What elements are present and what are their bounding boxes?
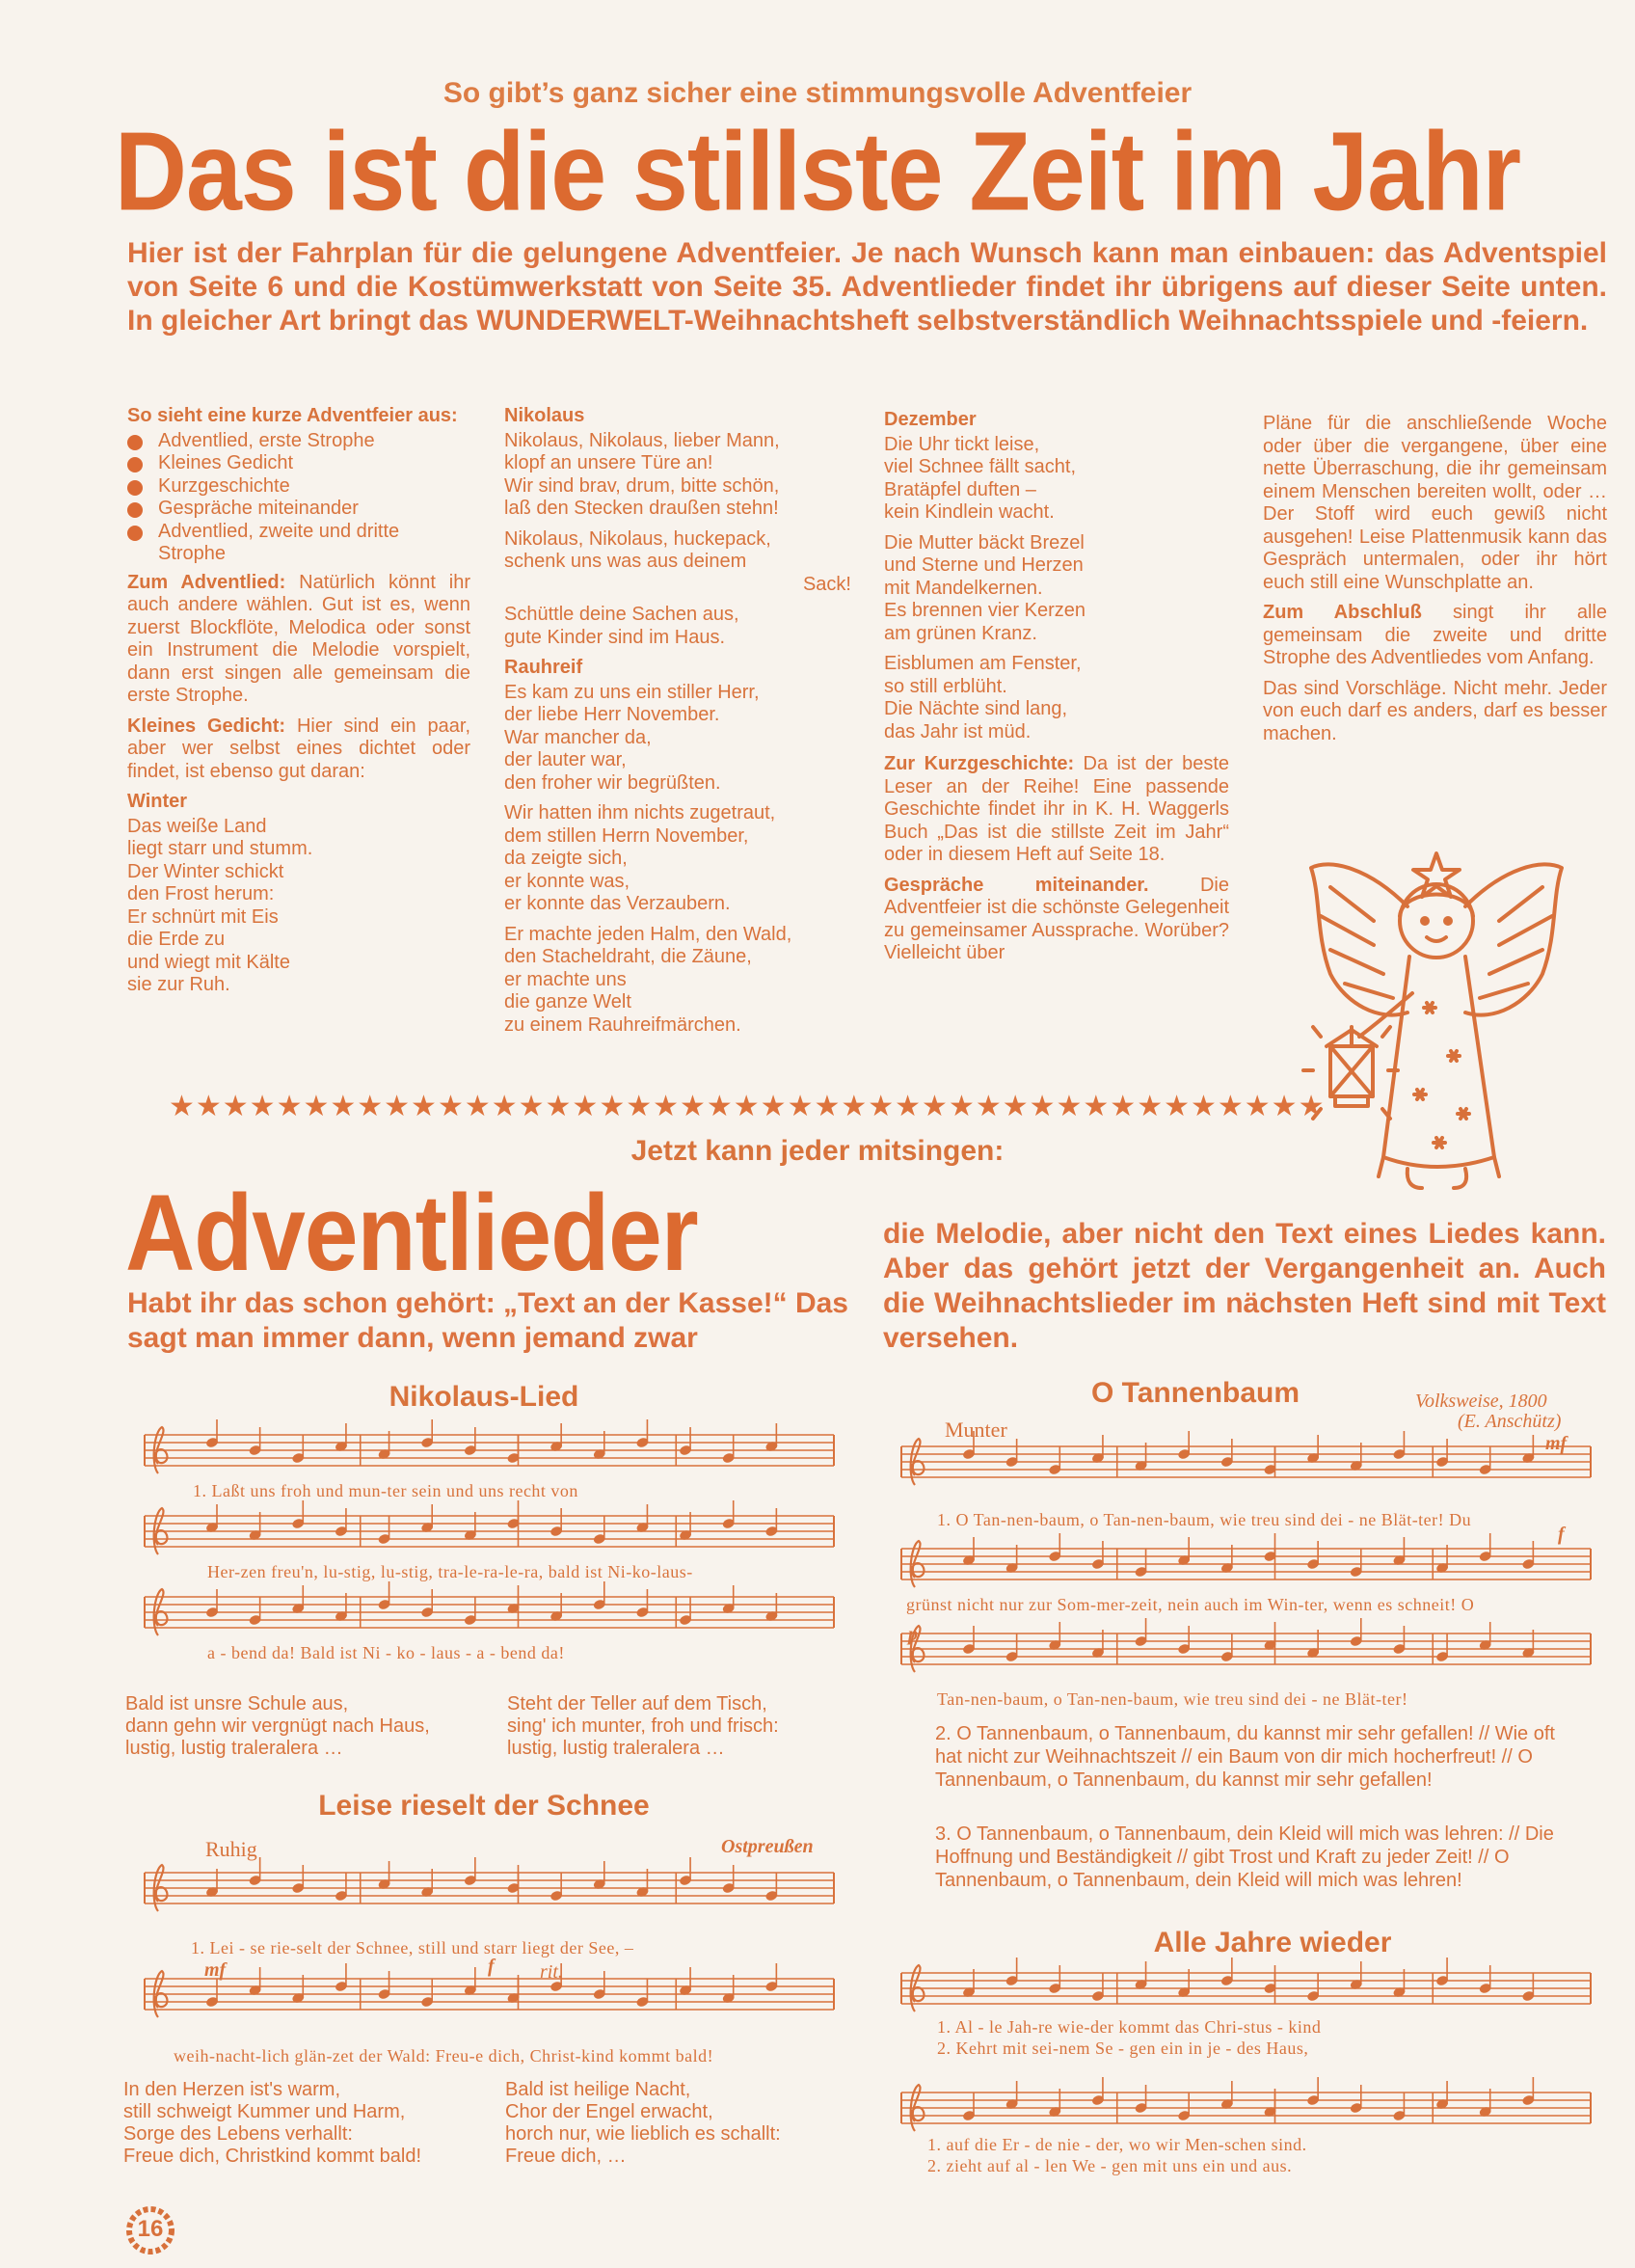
leise-staff-1 xyxy=(145,1873,834,1911)
nikolaus-staff-3 xyxy=(145,1597,834,1635)
program-item: Adventlied, zweite und dritte Strophe xyxy=(127,521,470,566)
leise-title: Leise rieselt der Schnee xyxy=(318,1790,650,1822)
songs-subtitle: Jetzt kann jeder mitsingen: xyxy=(630,1135,1005,1167)
songs-lead-right: die Melodie, aber nicht den Text eines Liedes kann. Aber das gehört jetzt der Vergangenheit an. Auch die Weihnachtslieder im nächsten Heft sind mit Text versehen. xyxy=(883,1218,1606,1354)
leise-verse-right: Bald ist heilige Nacht, Chor der Engel erwacht, horch nur, wie lieblich es schallt: Freue dich, … xyxy=(505,2079,781,2167)
alle-jahre-title: Alle Jahre wieder xyxy=(1153,1927,1392,1958)
column-2 xyxy=(504,405,851,1037)
tannenbaum-staff-2 xyxy=(901,1549,1591,1587)
col1-heading: So sieht eine kurze Adventfeier aus: xyxy=(127,405,458,426)
star-divider: ★★★★★★★★★★★★★★★★★★★★★★★★★★★★★★★★★★★★★★★★★★★ xyxy=(169,1091,1326,1122)
nikolaus-lyrics-3: a - bend da! Bald ist Ni - ko - laus - a - bend da! xyxy=(207,1643,565,1662)
page-number: 16 xyxy=(137,2216,164,2242)
songs-title: Adventlieder xyxy=(125,1173,698,1294)
headline: Das ist die stillste Zeit im Jahr xyxy=(114,109,1521,235)
alle-jahre-staff-2 xyxy=(901,2092,1591,2131)
kurzgeschichte-note: Zur Kurzgeschichte: Da ist der beste Leser an der Reihe! Eine passende Geschichte findet ihr in K. H. Waggerls Buch „Das ist die stillste Zeit im Jahr“ oder in diesem Heft auf Seite 18. xyxy=(884,753,1229,865)
nikolaus-lyrics-2: Her-zen freu'n, lu-stig, lu-stig, tra-le-ra-le-ra, bald ist Ni-ko-laus- xyxy=(207,1562,693,1581)
poem-title-rauhreif: Rauhreif xyxy=(504,657,583,678)
leise-origin: Ostpreußen xyxy=(721,1836,814,1857)
tannenbaum-verse-2: 2. O Tannenbaum, o Tannenbaum, du kannst mir sehr gefallen! // Wie oft hat nicht zur Weihnachtszeit // ein Baum von dir mich hocherfreut! // O Tannenbaum, o Tannenbaum, du kannst mir sehr gefallen! xyxy=(935,1723,1555,1791)
nikolaus-staff-2 xyxy=(145,1516,834,1554)
tannenbaum-dynamic-p: p xyxy=(908,1624,918,1645)
leise-dynamic-f: f xyxy=(488,1956,495,1977)
gedicht-note: Kleines Gedicht: Hier sind ein paar, aber wer selbst eines dichtet oder findet, ist ebenso gut daran: xyxy=(127,715,471,782)
poem-winter: Das weiße Land liegt starr und stumm. Der Winter schickt den Frost herum: Er schnürt mit Eis die Erde zu und wiegt mit Kälte sie zur Ruh. xyxy=(127,815,313,995)
tannenbaum-arranger: (E. Anschütz) xyxy=(1458,1411,1562,1432)
column-3 xyxy=(884,409,1229,973)
stanza: Die Uhr tickt leise, viel Schnee fällt sacht, Bratäpfel duften – kein Kindlein wacht. xyxy=(884,433,1076,523)
leise-lyrics-1: 1. Lei - se rie-selt der Schnee, still und starr liegt der See, – xyxy=(191,1938,634,1958)
tannenbaum-dynamic-mf: mf xyxy=(1545,1433,1568,1454)
leise-dynamic-mf: mf xyxy=(204,1959,227,1981)
tannenbaum-lyrics-3: Tan-nen-baum, o Tan-nen-baum, wie treu sind dei - ne Blät-ter! xyxy=(937,1689,1408,1709)
tannenbaum-lyrics-1: 1. O Tan-nen-baum, o Tan-nen-baum, wie treu sind dei - ne Blät-ter! Du xyxy=(937,1510,1472,1529)
tannenbaum-lyrics-2: grünst nicht nur zur Som-mer-zeit, nein auch im Win-ter, wenn es schneit! O xyxy=(906,1595,1475,1614)
tannenbaum-title: O Tannenbaum xyxy=(1090,1377,1300,1409)
stanza: Er machte jeden Halm, den Wald, den Stacheldraht, die Zäune, er machte uns die ganze Welt zu einem Rauhreifmärchen. xyxy=(504,923,792,1036)
adventlied-note: Zum Adventlied: Natürlich könnt ihr auch andere wählen. Gut ist es, wenn zuerst Blockflöte, Melodica oder sonst ein Instrument die Melodie vorspielt, dann erst singen alle gemeinsam die erste Strophe. xyxy=(127,571,470,706)
poem-title-nikolaus: Nikolaus xyxy=(504,405,585,426)
tannenbaum-tempo: Munter xyxy=(945,1418,1007,1442)
intro-paragraph: Hier ist der Fahrplan für die gelungene Adventfeier. Je nach Wunsch kann man einbauen: das Adventspiel von Seite 6 und die Kostümwerkstatt von Seite 35. Adventlieder findet ihr übrigens auf dieser Seite unten. In gleicher Art bringt das WUNDERWELT-Weihnachtsheft selbstverständlich Weihnachtsspiele und -feiern. xyxy=(127,237,1607,337)
column-1 xyxy=(127,405,470,997)
nikolaus-verse-right: Steht der Teller auf dem Tisch, sing' ich munter, froh und frisch: lustig, lustig traleralera … xyxy=(507,1693,779,1759)
gespraeche-continued: Pläne für die anschließende Woche oder über die vergangene, über eine nette Überraschung, die ihr gemeinsam einem Menschen bereiten wollt, oder … Der Stoff wird euch gewiß nicht ausgehen! Leise Plattenmusik kann das Gespräch untermalen, oder ihr hört euch still eine Wunschplatte an. xyxy=(1263,413,1607,593)
leise-staff-2 xyxy=(145,1979,834,2017)
program-item: Gespräche miteinander xyxy=(127,498,470,521)
stanza: Es kam zu uns ein stiller Herr, der liebe Herr November. War mancher da, der lauter war, den froher wir begrüßten. xyxy=(504,681,760,794)
stanza: Die Mutter bäckt Brezel und Sterne und Herzen mit Mandelkernen. Es brennen vier Kerzen am grünen Kranz. xyxy=(884,531,1086,644)
nikolaus-lyrics-1: 1. Laßt uns froh und mun-ter sein und uns recht von xyxy=(193,1481,578,1500)
songs-lead-left: Habt ihr das schon gehört: „Text an der Kasse!“ Das sagt man immer dann, wenn jemand zwar xyxy=(127,1287,848,1354)
leise-lyrics-2: weih-nacht-lich glän-zet der Wald: Freu-e dich, Christ-kind kommt bald! xyxy=(174,2046,714,2066)
tannenbaum-dynamic-f: f xyxy=(1558,1524,1565,1545)
stanza: Nikolaus, Nikolaus, lieber Mann, klopf an unsere Türe an! Wir sind brav, drum, bitte schön, laß den Stecken draußen stehn! xyxy=(504,429,780,519)
leise-tempo: Ruhig xyxy=(205,1837,257,1861)
abschluss-note: Zum Abschluß singt ihr alle gemeinsam die zweite und dritte Strophe des Adventliedes vom Anfang. xyxy=(1263,602,1607,668)
alle-jahre-lyrics-3: 1. auf die Er - de nie - der, wo wir Men-schen sind. xyxy=(927,2135,1307,2154)
stanza: Schüttle deine Sachen aus, gute Kinder sind im Haus. xyxy=(504,604,739,648)
program-item: Adventlied, erste Strophe xyxy=(127,430,470,453)
alle-jahre-lyrics-4: 2. zieht auf al - len We - gen mit uns ein und aus. xyxy=(927,2156,1293,2175)
poem-title-dezember: Dezember xyxy=(884,409,977,430)
alle-jahre-staff-1 xyxy=(901,1973,1591,2012)
column-4 xyxy=(1263,413,1607,753)
tannenbaum-verse-3: 3. O Tannenbaum, o Tannenbaum, dein Kleid will mich was lehren: // Die Hoffnung und Beständigkeit // gibt Trost und Kraft zu jeder Zeit! // O Tannenbaum, o Tannenbaum, dein Kleid will mich was lehren! xyxy=(935,1823,1554,1891)
nikolaus-verse-left: Bald ist unsre Schule aus, dann gehn wir vergnügt nach Haus, lustig, lustig traleralera … xyxy=(125,1693,430,1759)
kicker-line: So gibt’s ganz sicher eine stimmungsvolle Adventfeier xyxy=(442,77,1193,109)
program-item: Kleines Gedicht xyxy=(127,452,470,475)
gespraeche-note: Gespräche miteinander. Die Adventfeier ist die schönste Gelegenheit zu gemeinsamer Aussprache. Worüber? Vielleicht über xyxy=(884,874,1229,963)
stanza: Wir hatten ihm nichts zugetraut, dem stillen Herrn November, da zeigte sich, er konnte was, er konnte das Verzaubern. xyxy=(504,802,776,914)
nikolaus-staff-1 xyxy=(145,1435,834,1473)
program-list xyxy=(127,430,470,566)
tannenbaum-staff-3 xyxy=(901,1634,1591,1672)
tannenbaum-origin: Volksweise, 1800 xyxy=(1415,1390,1547,1412)
closing-note: Das sind Vorschläge. Nicht mehr. Jeder von euch darf es anders, darf es besser machen. xyxy=(1263,677,1607,744)
alle-jahre-lyrics-2: 2. Kehrt mit sei-nem Se - gen ein in je - des Haus, xyxy=(937,2038,1309,2058)
tannenbaum-staff-1 xyxy=(901,1446,1591,1485)
stanza: Nikolaus, Nikolaus, huckepack, schenk uns was aus deinem Sack! xyxy=(504,527,851,595)
nikolaus-lied-title: Nikolaus-Lied xyxy=(389,1381,579,1413)
program-item: Kurzgeschichte xyxy=(127,475,470,499)
alle-jahre-lyrics-1: 1. Al - le Jah-re wie-der kommt das Chri-stus - kind xyxy=(937,2017,1322,2037)
stanza: Eisblumen am Fenster, so still erblüht. Die Nächte sind lang, das Jahr ist müd. xyxy=(884,653,1082,742)
leise-rit: rit. xyxy=(540,1961,563,1983)
poem-title-winter: Winter xyxy=(127,791,188,812)
leise-verse-left: In den Herzen ist's warm, still schweigt Kummer und Harm, Sorge des Lebens verhallt: Freue dich, Christkind kommt bald! xyxy=(123,2079,422,2167)
